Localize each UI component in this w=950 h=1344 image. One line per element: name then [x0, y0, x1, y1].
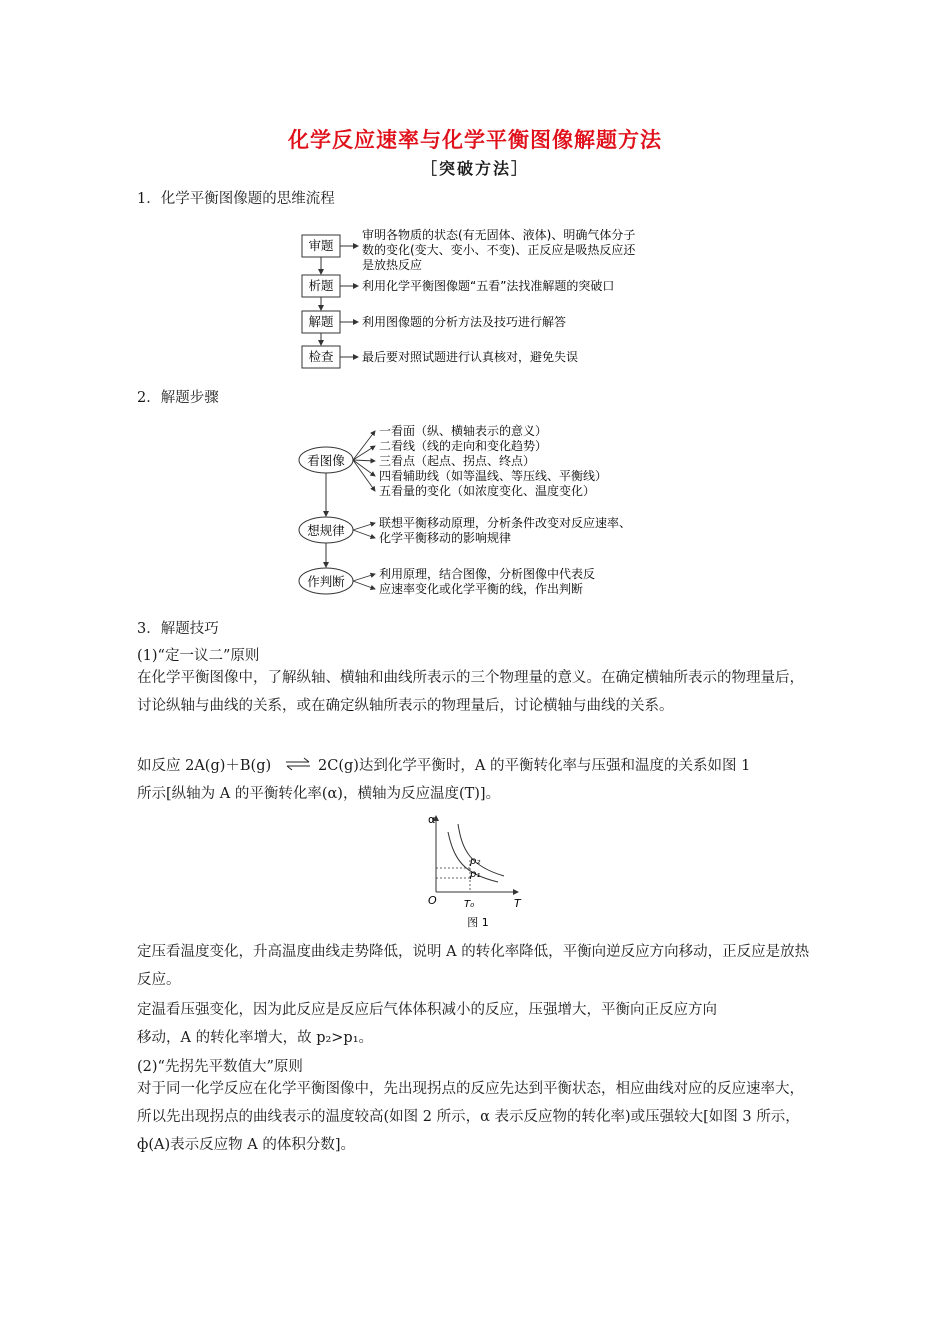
thinking-flow-diagram	[295, 222, 675, 372]
para-temperature: 定压看温度变化，升高温度曲线走势降低，说明 A 的转化率降低，平衡向逆反应方向移动，正反应是放热反应。	[137, 944, 810, 988]
x-axis-label: T	[514, 897, 521, 910]
solving-steps-diagram	[295, 418, 665, 603]
equation-line2: 所示[纵轴为 A 的平衡转化率(α)，横轴为反应温度(T)]。	[137, 786, 501, 802]
figure-1-chart	[418, 810, 538, 932]
para-pressure-b: 移动，A 的转化率增大，故 p₂>p₁。	[137, 1030, 374, 1046]
heading-solving-tips: 3．解题技巧	[137, 621, 219, 637]
flow-box-label: 审题	[308, 238, 334, 253]
p2-label: p₂	[470, 856, 481, 867]
step-desc: 化学平衡移动的影响规律	[379, 531, 512, 545]
rule2-title: (2)“先拐先平数值大”原则	[137, 1059, 303, 1075]
equation-right: 2C(g)达到化学平衡时，A 的平衡转化率与压强和温度的关系如图 1	[318, 758, 751, 774]
step-node-label: 想规律	[307, 523, 345, 538]
flow-desc: 数的变化(变大、变小、不变)、正反应是吸热反应还	[362, 243, 636, 257]
para-pressure-a: 定温看压强变化，因为此反应是反应后气体体积减小的反应，压强增大，平衡向正反应方向	[137, 1002, 717, 1018]
flow-desc: 审明各物质的状态(有无固体、液体)、明确气体分子	[362, 228, 636, 242]
equation-left: 如反应 2A(g)＋B(g)	[137, 758, 272, 774]
flow-desc: 是放热反应	[362, 258, 423, 272]
heading-thinking-flow: 1．化学平衡图像题的思维流程	[137, 191, 335, 207]
step-desc: 利用原理，结合图像，分析图像中代表反	[379, 567, 596, 581]
heading-solving-steps: 2．解题步骤	[137, 390, 219, 406]
flow-desc: 利用化学平衡图像题“五看”法找准解题的突破口	[362, 279, 615, 293]
page-title: 化学反应速率与化学平衡图像解题方法	[288, 127, 662, 152]
step-desc: 一看面（纵、横轴表示的意义）	[379, 424, 548, 438]
step-desc: 联想平衡移动原理，分析条件改变对反应速率、	[379, 516, 632, 530]
flow-box-label: 析题	[308, 278, 334, 293]
flow-desc: 利用图像题的分析方法及技巧进行解答	[362, 315, 567, 329]
step-desc: 四看辅助线（如等温线、等压线、平衡线）	[379, 469, 608, 483]
rule1-title: (1)“定一议二”原则	[137, 648, 260, 664]
y-axis-label: α	[428, 813, 436, 826]
flow-desc: 最后要对照试题进行认真核对，避免失误	[362, 350, 579, 364]
step-node-label: 看图像	[307, 453, 345, 468]
step-desc: 五看量的变化（如浓度变化、温度变化）	[379, 484, 596, 498]
step-node-label: 作判断	[307, 574, 345, 589]
equilibrium-arrow-icon	[284, 757, 312, 771]
step-desc: 三看点（起点、拐点、终点）	[379, 454, 536, 468]
rule1-text: 在化学平衡图像中，了解纵轴、横轴和曲线所表示的三个物理量的意义。在确定横轴所表示的物理量后，讨论纵轴与曲线的关系，或在确定纵轴所表示的物理量后，讨论横轴与曲线的关系。	[137, 670, 804, 714]
flow-box-label: 解题	[308, 314, 334, 329]
figure-1-caption: 图 1	[467, 916, 489, 929]
section-subtitle: ［突破方法］	[420, 159, 529, 178]
rule2-text: 对于同一化学反应在化学平衡图像中，先出现拐点的反应先达到平衡状态，相应曲线对应的反应速率大，所以先出现拐点的曲线表示的温度较高(如图 2 所示，α 表示反应物的转化率)或压强较大[如图 3 所示，ф(A)表示反应物 A 的体积分数]。	[137, 1081, 804, 1153]
flow-box-label: 检查	[308, 349, 334, 364]
origin-label: O	[428, 894, 437, 907]
step-desc: 应速率变化或化学平衡的线，作出判断	[379, 582, 584, 596]
step-desc: 二看线（线的走向和变化趋势）	[379, 439, 548, 453]
t0-label: T₀	[464, 899, 475, 910]
p1-label: p₁	[470, 869, 481, 880]
